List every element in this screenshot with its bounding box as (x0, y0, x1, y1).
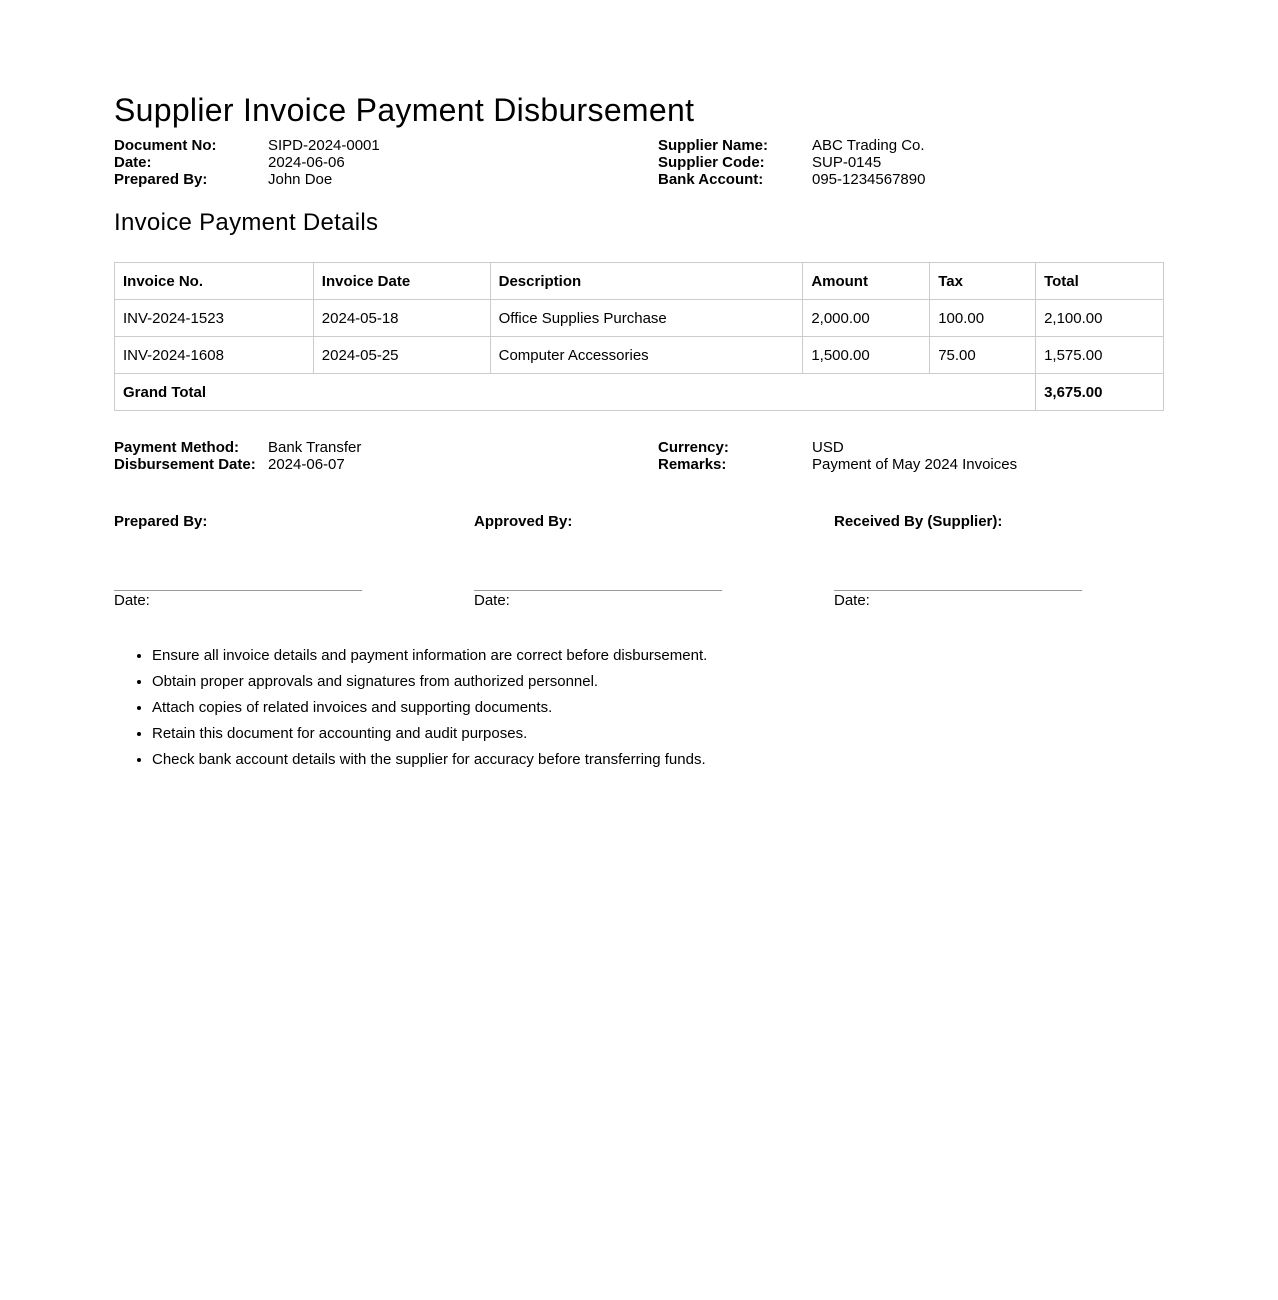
disbursement-date-value: 2024-06-07 (268, 456, 345, 473)
column-header: Total (1036, 263, 1164, 300)
table-cell: 100.00 (930, 300, 1036, 337)
supplier-code-row (658, 154, 925, 171)
remarks-label: Remarks: (658, 456, 727, 473)
remarks-row (658, 456, 1017, 473)
prepared-by-value: John Doe (268, 171, 333, 188)
document-date-value: 2024-06-06 (268, 154, 345, 171)
payment-method-label: Payment Method: (114, 439, 240, 456)
table-cell: 2024-05-18 (313, 300, 490, 337)
section-title: Invoice Payment Details (114, 209, 379, 236)
document-title: Supplier Invoice Payment Disbursement (114, 92, 695, 128)
grand-total-label: Grand Total (115, 374, 1036, 411)
grand-total-value: 3,675.00 (1036, 374, 1164, 411)
list-item: • Retain this document for accounting and audit purposes. (152, 721, 707, 747)
bank-account-row (658, 171, 925, 188)
payment-method-row (114, 439, 361, 456)
supplier-name-value: ABC Trading Co. (812, 137, 925, 154)
column-header: Amount (803, 263, 930, 300)
table-cell: Computer Accessories (490, 337, 803, 374)
grand-total-row (115, 374, 1164, 411)
signature-line (114, 590, 362, 591)
prepared-by-row (114, 171, 380, 188)
table-cell: Office Supplies Purchase (490, 300, 803, 337)
payment-info (114, 439, 361, 473)
table-cell: 2,100.00 (1036, 300, 1164, 337)
invoice-table (114, 262, 1164, 411)
document-number-value: SIPD-2024-0001 (268, 137, 380, 154)
signature-prepared-by (114, 513, 362, 609)
table-header-row (115, 263, 1164, 300)
payment-method-value: Bank Transfer (268, 439, 362, 456)
disbursement-date-label: Disbursement Date: (114, 456, 256, 473)
supplier-info (658, 137, 925, 188)
supplier-code-value: SUP-0145 (812, 154, 882, 171)
document-number-row (114, 137, 380, 154)
list-item: • Attach copies of related invoices and supporting documents. (152, 695, 707, 721)
currency-info (658, 439, 1017, 473)
signature-date-label: Date: (114, 592, 150, 609)
column-header: Invoice No. (115, 263, 314, 300)
document-date-label: Date: (114, 154, 152, 171)
prepared-by-label: Prepared By: (114, 171, 208, 188)
list-item: • Ensure all invoice details and payment information are correct before disbursement. (152, 643, 707, 669)
document-number-label: Document No: (114, 137, 217, 154)
supplier-code-label: Supplier Code: (658, 154, 765, 171)
signature-approved-by (474, 513, 722, 609)
currency-label: Currency: (658, 439, 729, 456)
signature-received-by (834, 513, 1082, 609)
currency-value: USD (812, 439, 844, 456)
supplier-name-row (658, 137, 925, 154)
column-header: Invoice Date (313, 263, 490, 300)
table-row (115, 300, 1164, 337)
currency-row (658, 439, 1017, 456)
signature-date-label: Date: (474, 592, 510, 609)
table-row (115, 337, 1164, 374)
signature-line (834, 590, 1082, 591)
signature-label: Received By (Supplier): (834, 513, 1003, 530)
table-cell: 1,500.00 (803, 337, 930, 374)
remarks-value: Payment of May 2024 Invoices (812, 456, 1018, 473)
list-item: • Obtain proper approvals and signatures from authorized personnel. (152, 669, 707, 695)
table-cell: 75.00 (930, 337, 1036, 374)
bank-account-label: Bank Account: (658, 171, 764, 188)
table-cell: INV-2024-1608 (115, 337, 314, 374)
table-cell: 1,575.00 (1036, 337, 1164, 374)
document-date-row (114, 154, 380, 171)
notes-list (114, 643, 707, 773)
signature-label: Approved By: (474, 513, 573, 530)
table-cell: INV-2024-1523 (115, 300, 314, 337)
disbursement-date-row (114, 456, 361, 473)
signature-date-label: Date: (834, 592, 870, 609)
table-cell: 2024-05-25 (313, 337, 490, 374)
table-cell: 2,000.00 (803, 300, 930, 337)
document-info (114, 137, 380, 188)
signature-label: Prepared By: (114, 513, 208, 530)
list-item: • Check bank account details with the supplier for accuracy before transferring funds. (152, 747, 707, 773)
column-header: Description (490, 263, 803, 300)
bank-account-value: 095-1234567890 (812, 171, 926, 188)
column-header: Tax (930, 263, 1036, 300)
signature-line (474, 590, 722, 591)
supplier-name-label: Supplier Name: (658, 137, 769, 154)
